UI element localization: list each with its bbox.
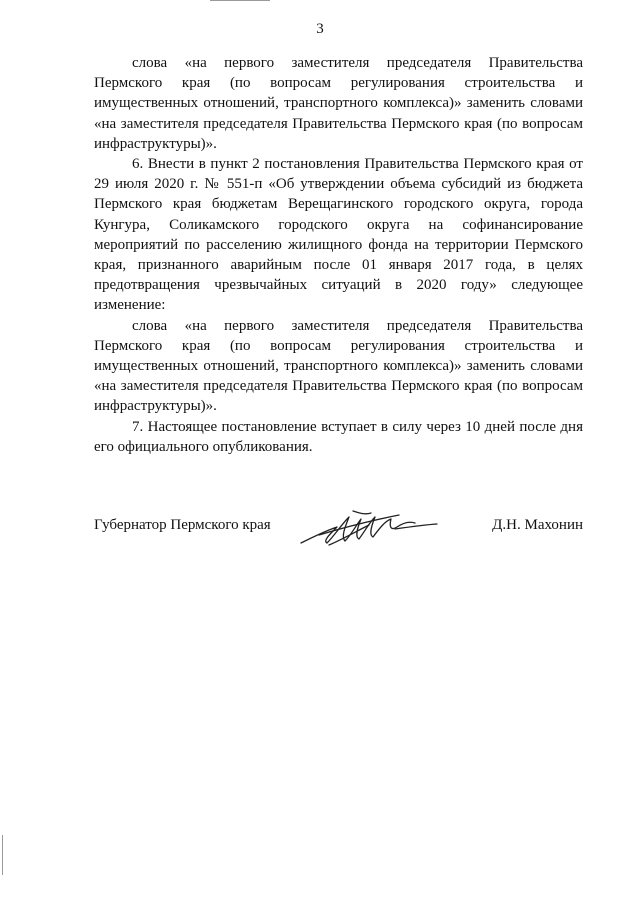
scan-edge-mark-top: [210, 0, 270, 1]
signature-block: [94, 505, 583, 555]
page-number: 3: [316, 21, 324, 37]
paragraph-item-6: 6. Внести в пункт 2 постановления Правительства Пермского края от 29 июля 2020 г. № 551-п «Об утверждении объема субсидий из бюджета Пермского края бюджетам Верещагинского городского округа, города Кунгура, Соликамского городского округа на софинансирование мероприятий по расселению жилищного фонда на территории Пермского края, признанного аварийным после 01 января 2017 года, в целях предотвращения чрезвычайных ситуаций в 2020 году» следующее изменение:: [94, 156, 583, 314]
signer-name: Д.Н. Махонин: [492, 517, 583, 533]
paragraph-replacement-wording-1: слова «на первого заместителя председателя Правительства Пермского края (по вопросам регулирования строительства и имущественных отношений, транспортного комплекса)» заменить словами «на заместителя председателя Правительства Пермского края (по вопросам инфраструктуры)».: [94, 55, 583, 152]
paragraph-item-7: 7. Настоящее постановление вступает в силу через 10 дней после дня его официального опубликования.: [94, 418, 583, 455]
scan-edge-mark-left: [2, 835, 3, 875]
handwritten-signature: [299, 505, 439, 550]
paragraph-replacement-wording-2: слова «на первого заместителя председателя Правительства Пермского края (по вопросам регулирования строительства и имущественных отношений, транспортного комплекса)» заменить словами «на заместителя председателя Правительства Пермского края (по вопросам инфраструктуры)».: [94, 317, 583, 415]
document-body: [94, 53, 583, 457]
signer-title: Губернатор Пермского края: [94, 517, 271, 533]
